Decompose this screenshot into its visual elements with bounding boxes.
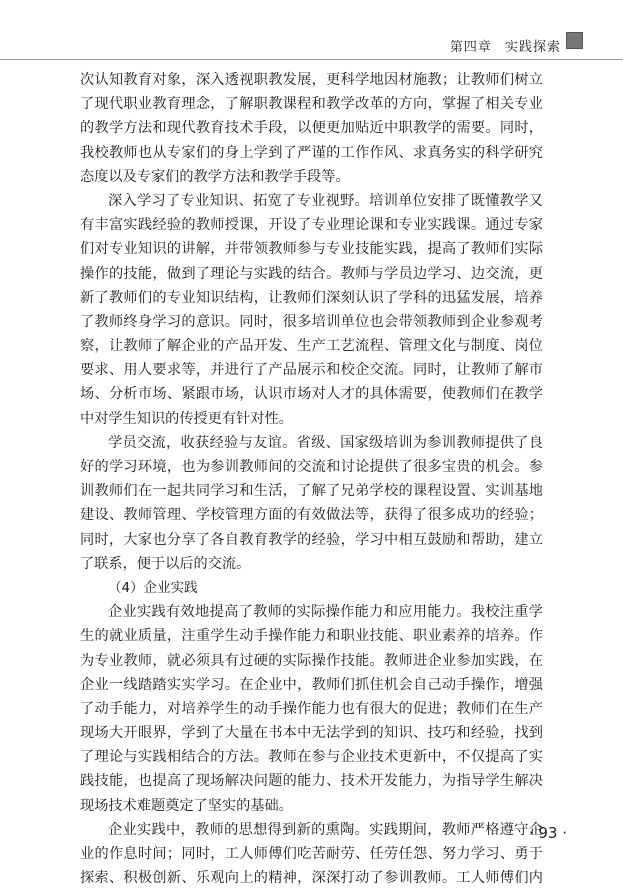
text-line: 次认知教育对象，深入透视职教发展，更科学地因材施教；让教师们树立 [80,72,543,88]
text-line: 生的就业质量，注重学生动手操作能力和职业技能、职业素养的培养。作 [80,628,543,645]
text-line: 企业一线踏踏实实学习。在企业中，教师们抓住机会自己动手操作，增强 [80,676,543,693]
header-square-mark [566,32,583,49]
text-line: 深入学习了专业知识、拓宽了专业视野。培训单位安排了既懂教学又 [108,192,543,209]
text-line: 建设、教师管理、学校管理方面的有效做法等，获得了很多成功的经验； [80,507,543,524]
text-line: 践技能，也提高了现场解决问题的能力、技术开发能力，为指导学生解决 [80,773,543,790]
chapter-label: 第四章 [449,40,492,55]
text-line: 有丰富实践经验的教师授课，开设了专业理论课和专业实践课。通过专家 [80,217,543,234]
body-text [80,68,543,890]
text-line: 同时，大家也分享了各自教育教学的经验，学习中相互鼓励和帮助，建立 [80,531,543,548]
text-line: 态度以及专家们的教学方法和教学手段等。 [80,168,350,185]
text-line: 好的学习环境，也为参训教师间的交流和讨论提供了很多宝贵的机会。参 [80,459,543,475]
text-line: 了教师终身学习的意识。同时，很多培训单位也会带领教师到企业参观考 [80,313,543,330]
section-label: 实践探索 [504,40,561,55]
text-line: 现场大开眼界，学到了大量在书本中无法学到的知识、技巧和经验，找到 [80,725,543,742]
text-line: 们对专业知识的讲解，并带领教师参与专业技能实践，提高了教师们实际 [80,241,543,258]
text-line: 我校教师也从专家们的身上学到了严谨的工作作风、求真务实的科学研究 [80,144,543,161]
text-line: 了联系，便于以后的交流。 [80,555,251,572]
text-line: 现场技术难题奠定了坚实的基础。 [80,797,293,814]
text-line: 探索、积极创新、乐观向上的精神，深深打动了参训教师。工人师傅们内 [80,870,543,887]
page-header [0,8,623,58]
text-line: 企业实践有效地提高了教师的实际操作能力和应用能力。我校注重学 [108,604,543,621]
page-number: · 93 · [528,824,567,842]
running-header [450,36,561,55]
text-line: 操作的技能，做到了理论与实践的结合。教师与学员边学习、边交流，更 [80,265,543,282]
text-line: 了现代职业教育理念，了解职教课程和教学改革的方向，掌握了相关专业 [80,96,543,113]
text-line: 察，让教师了解企业的产品开发、生产工艺流程、管理文化与制度、岗位 [80,338,543,355]
text-line: 训教师们在一起共同学习和生活，了解了兄弟学校的课程设置、实训基地 [80,483,543,500]
text-line: 为专业教师，就必须具有过硬的实际操作技能。教师进企业参加实践，在 [80,652,543,669]
text-line: 要求、用人要求等，并进行了产品展示和校企交流。同时，让教师了解市 [80,362,543,379]
header-rule [0,59,623,60]
text-line: 业的作息时间；同时，工人师傅们吃苦耐劳、任劳任怨、努力学习、勇于 [80,846,543,862]
section-heading: （4）企业实践 [108,579,198,596]
text-line: 了动手能力，对培养学生的动手操作能力也有很大的促进；教师们在生产 [80,700,543,717]
text-line: 场、分析市场、紧跟市场，认识市场对人才的具体需要，使教师们在教学 [80,386,543,403]
text-line: 新了教师们的专业知识结构，让教师们深刻认识了学科的迅猛发展，培养 [80,289,543,306]
text-line: 了理论与实践相结合的方法。教师在参与企业技术更新中，不仅提高了实 [80,749,543,766]
text-line: 的教学方法和现代教育技术手段，以便更加贴近中职教学的需要。同时， [80,120,543,137]
text-line: 中对学生知识的传授更有针对性。 [80,410,293,427]
text-line: 企业实践中，教师的思想得到新的熏陶。实践期间，教师严格遵守企 [108,821,543,838]
text-line: 学员交流，收获经验与友谊。省级、国家级培训为参训教师提供了良 [108,434,543,451]
